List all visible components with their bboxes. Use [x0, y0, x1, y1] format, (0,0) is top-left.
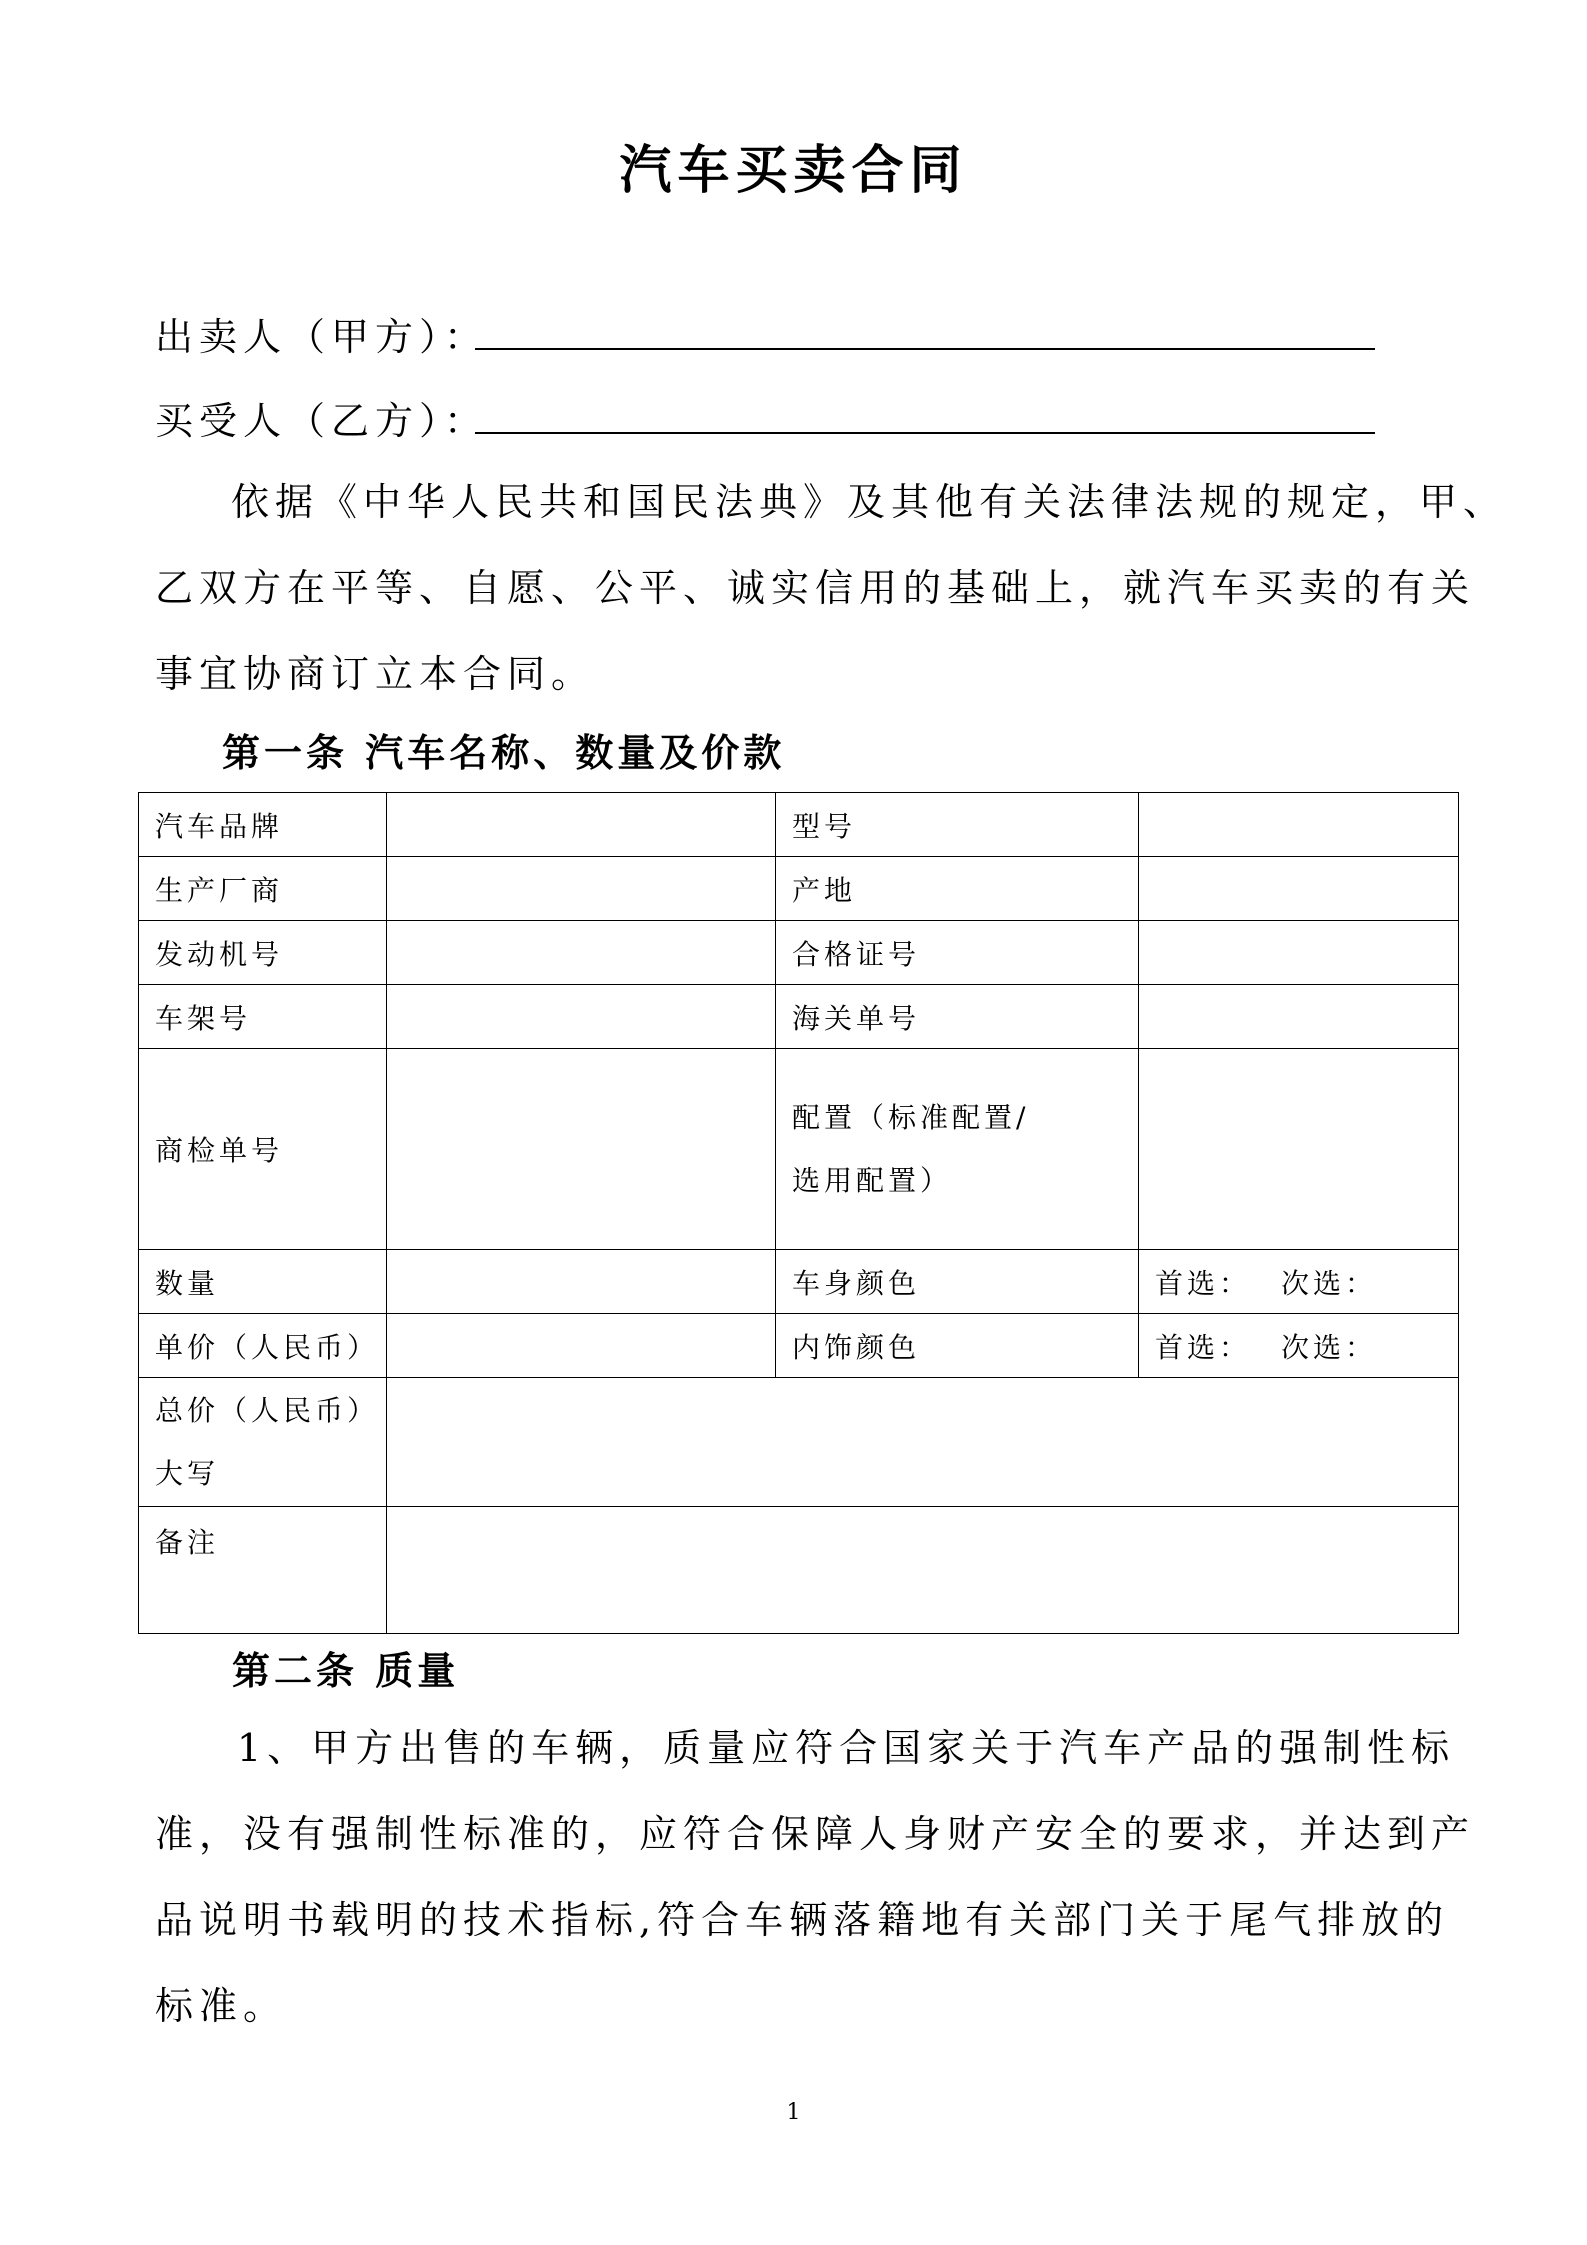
intro-line-2: 乙双方在平等、自愿、公平、诚实信用的基础上，就汽车买卖的有关 — [155, 566, 1476, 610]
interior-color-choice-cell[interactable] — [1139, 1314, 1459, 1378]
vehicle-spec-table — [138, 792, 1459, 1634]
article-2-line-1: 1、甲方出售的车辆，质量应符合国家关于汽车产品的强制性标 — [237, 1726, 1456, 1770]
seller-blank-line[interactable] — [475, 348, 1375, 350]
first-choice-label: 首选： — [1155, 1330, 1252, 1364]
table-row — [139, 1250, 1459, 1314]
total-price-label — [139, 1378, 387, 1507]
quantity-label: 数量 — [139, 1250, 387, 1314]
config-value-cell[interactable] — [1139, 1049, 1459, 1250]
total-price-value-cell[interactable] — [387, 1378, 1459, 1507]
table-row — [139, 985, 1459, 1049]
config-label-line-2: 选用配置） — [792, 1164, 953, 1197]
frame-no-label: 车架号 — [139, 985, 387, 1049]
brand-value-cell[interactable] — [387, 793, 776, 857]
table-row — [139, 793, 1459, 857]
brand-label: 汽车品牌 — [139, 793, 387, 857]
second-choice-label: 次选： — [1281, 1266, 1378, 1300]
article-2-heading: 第二条 质量 — [232, 1648, 460, 1693]
table-row — [139, 1378, 1459, 1507]
intro-line-1: 依据《中华人民共和国民法典》及其他有关法律法规的规定，甲、 — [231, 480, 1508, 524]
model-label: 型号 — [776, 793, 1139, 857]
body-color-label: 车身颜色 — [776, 1250, 1139, 1314]
remarks-label: 备注 — [139, 1507, 387, 1634]
buyer-blank-line[interactable] — [475, 432, 1375, 434]
table-row — [139, 921, 1459, 985]
inspection-no-value-cell[interactable] — [387, 1049, 776, 1250]
article-2-line-3: 品说明书载明的技术指标,符合车辆落籍地有关部门关于尾气排放的 — [155, 1898, 1450, 1942]
interior-color-label: 内饰颜色 — [776, 1314, 1139, 1378]
manufacturer-value-cell[interactable] — [387, 857, 776, 921]
intro-paragraph — [155, 459, 1508, 717]
remarks-value-cell[interactable] — [387, 1507, 1459, 1634]
customs-no-label: 海关单号 — [776, 985, 1139, 1049]
unit-price-value-cell[interactable] — [387, 1314, 776, 1378]
origin-label: 产地 — [776, 857, 1139, 921]
table-row — [139, 1507, 1459, 1634]
manufacturer-label: 生产厂商 — [139, 857, 387, 921]
body-color-choice-cell[interactable] — [1139, 1250, 1459, 1314]
frame-no-value-cell[interactable] — [387, 985, 776, 1049]
article-2-line-2: 准，没有强制性标准的，应符合保障人身财产安全的要求，并达到产 — [155, 1812, 1476, 1856]
first-choice-label: 首选： — [1155, 1266, 1252, 1300]
total-price-label-line-1: 总价（人民币） — [155, 1394, 380, 1427]
table-row — [139, 857, 1459, 921]
certificate-no-label: 合格证号 — [776, 921, 1139, 985]
engine-no-value-cell[interactable] — [387, 921, 776, 985]
customs-no-value-cell[interactable] — [1139, 985, 1459, 1049]
total-price-label-line-2: 大写 — [155, 1457, 220, 1490]
config-label-line-1: 配置（标准配置/ — [792, 1101, 1030, 1134]
article-1-heading: 第一条 汽车名称、数量及价款 — [222, 730, 786, 775]
inspection-no-label: 商检单号 — [139, 1049, 387, 1250]
unit-price-label: 单价（人民币） — [139, 1314, 387, 1378]
config-label — [776, 1049, 1139, 1250]
certificate-no-value-cell[interactable] — [1139, 921, 1459, 985]
intro-line-3: 事宜协商订立本合同。 — [155, 652, 596, 696]
page-number: 1 — [786, 2100, 801, 2125]
article-2-line-4: 标准。 — [155, 1984, 288, 2028]
document-title: 汽车买卖合同 — [619, 140, 968, 201]
table-row — [139, 1049, 1459, 1250]
origin-value-cell[interactable] — [1139, 857, 1459, 921]
seller-label: 出卖人（甲方）： — [155, 315, 489, 359]
article-2-paragraph — [155, 1705, 1476, 2049]
model-value-cell[interactable] — [1139, 793, 1459, 857]
quantity-value-cell[interactable] — [387, 1250, 776, 1314]
table-row — [139, 1314, 1459, 1378]
second-choice-label: 次选： — [1281, 1330, 1378, 1364]
buyer-label: 买受人（乙方）： — [155, 399, 489, 443]
engine-no-label: 发动机号 — [139, 921, 387, 985]
